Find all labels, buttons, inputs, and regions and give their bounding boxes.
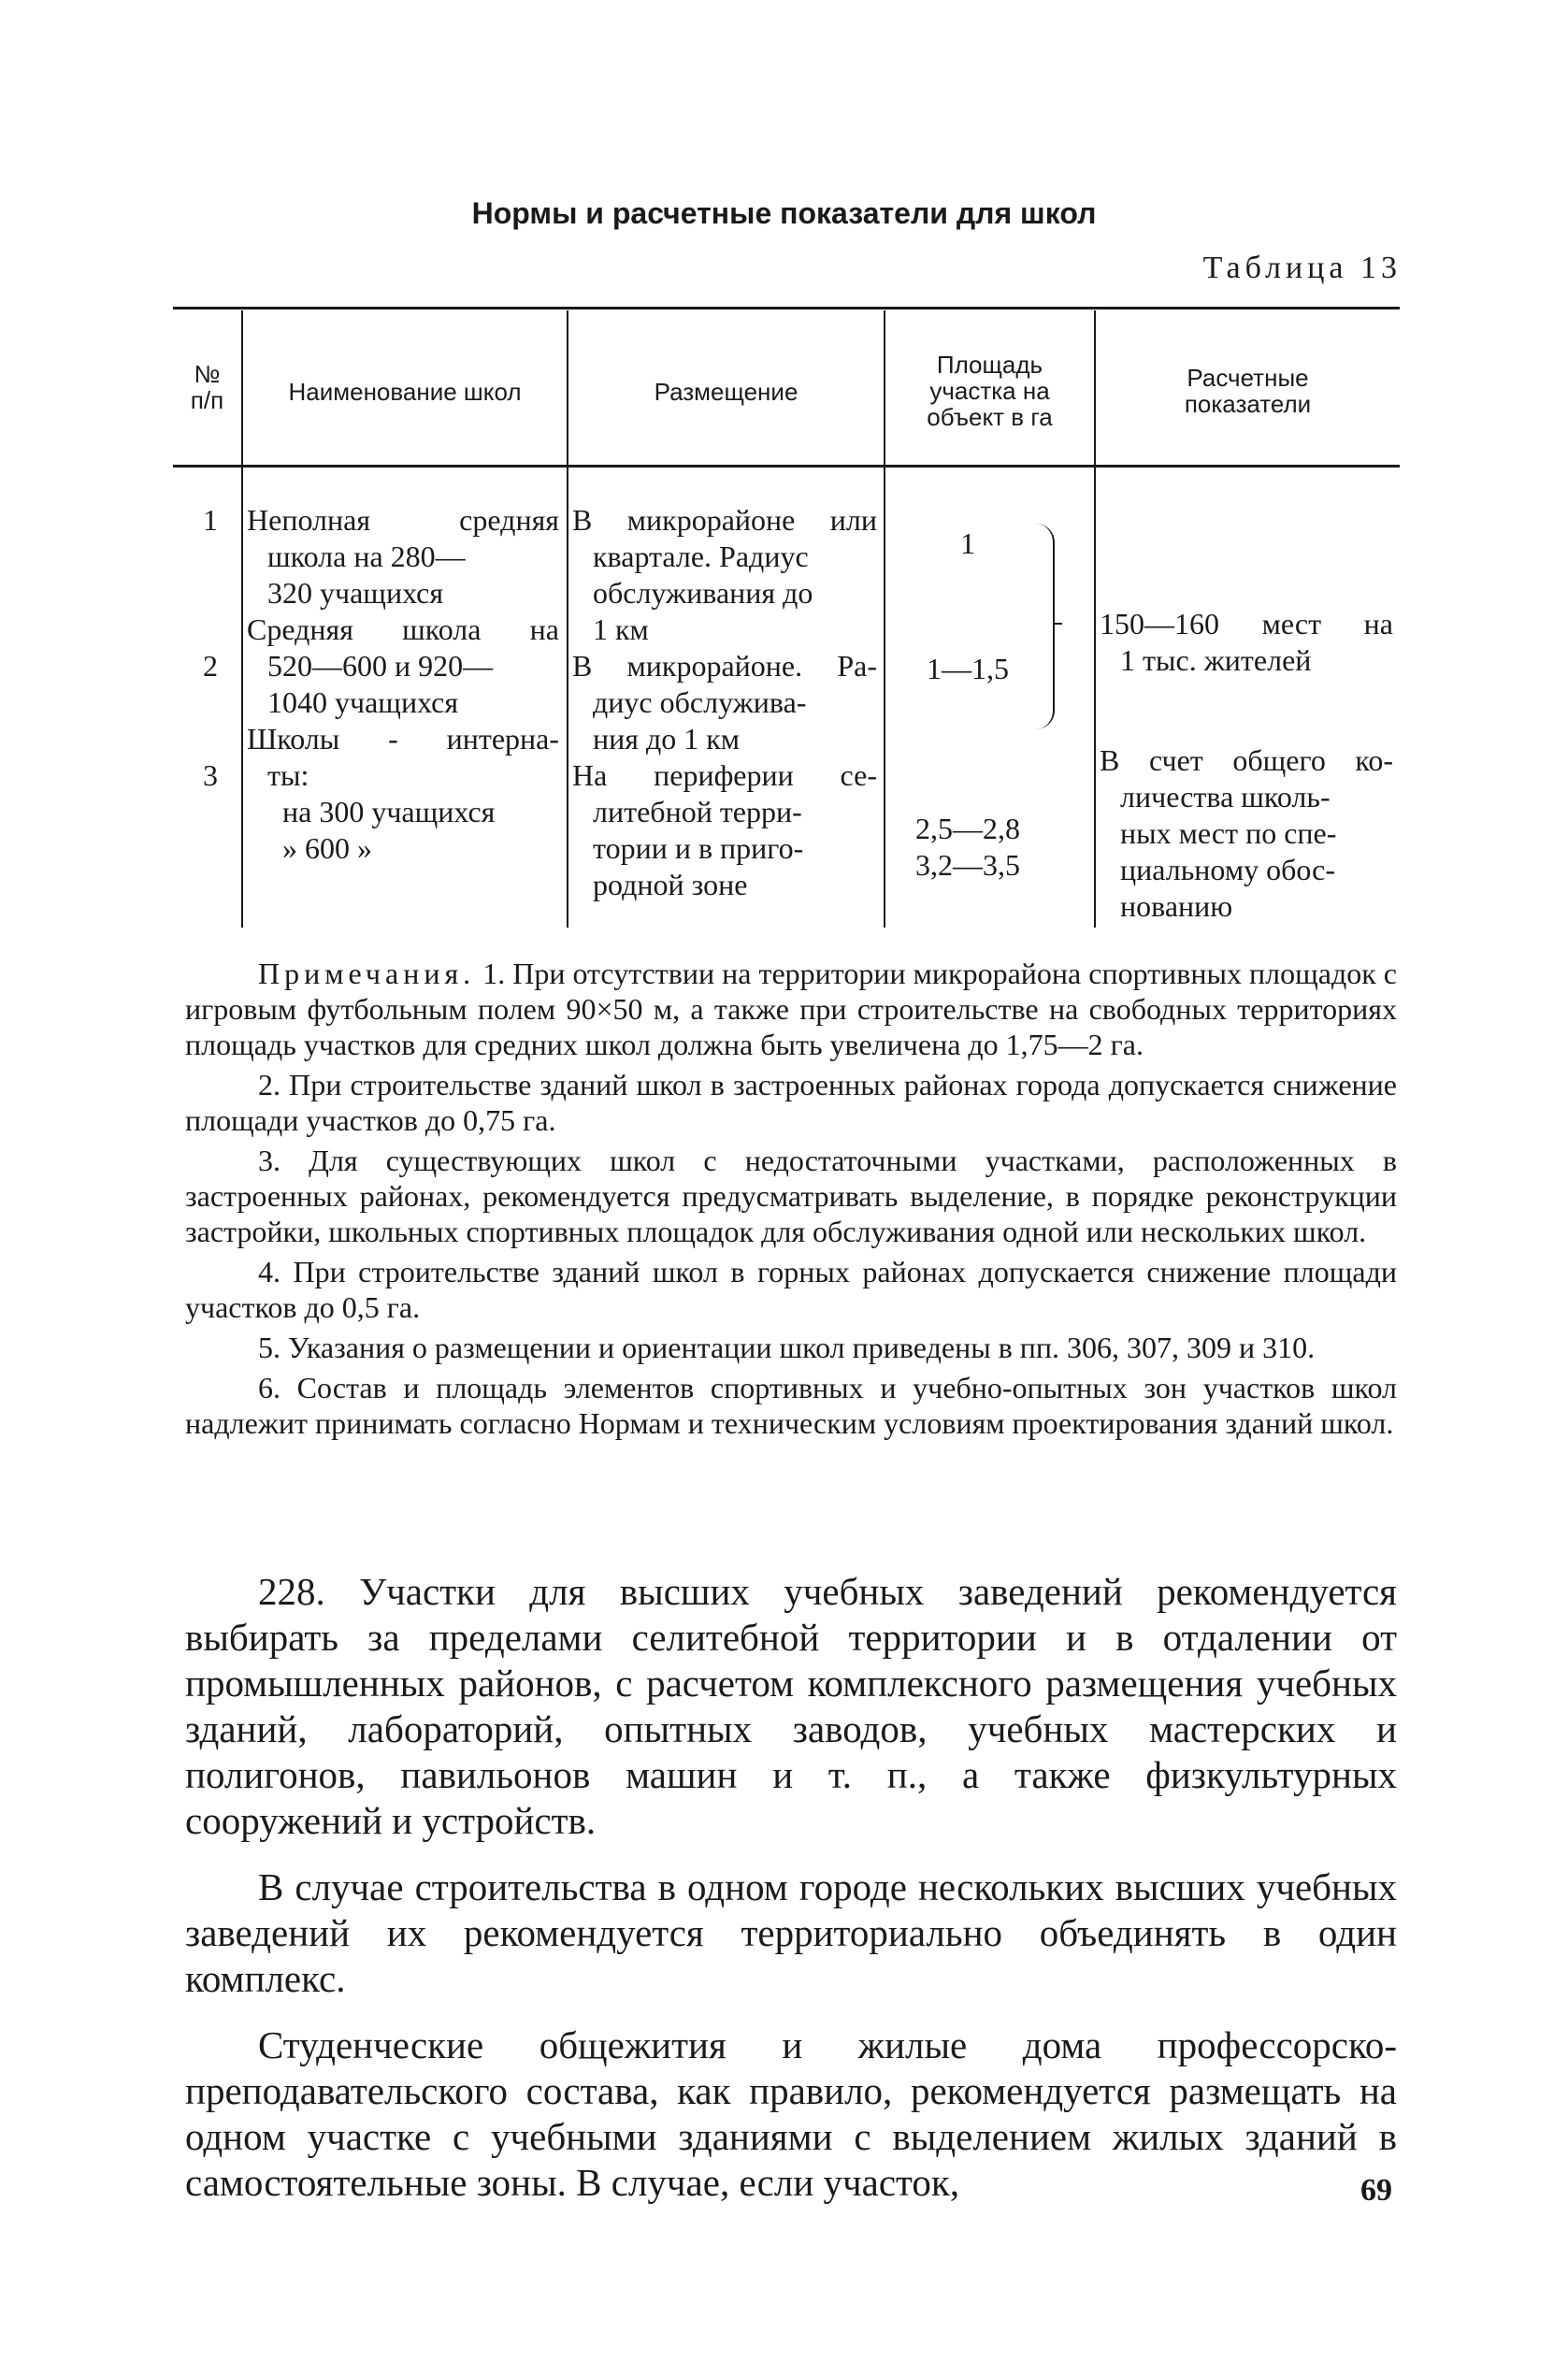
indicator-line: циальному обос- bbox=[1120, 853, 1335, 886]
table-header-rule bbox=[173, 465, 1400, 468]
header-indicators bbox=[1096, 365, 1400, 417]
header-placement: Размещение bbox=[654, 378, 798, 406]
header-area-line: объект в га bbox=[927, 403, 1053, 431]
placement-line: ния до 1 км bbox=[593, 722, 741, 756]
placement-line: литебной терри- bbox=[593, 795, 802, 828]
table-notes bbox=[185, 956, 1397, 1446]
indicator-seats bbox=[1100, 606, 1393, 679]
indicator-line: ных мест по спе- bbox=[1120, 816, 1337, 850]
page-number: 69 bbox=[1360, 2173, 1392, 2208]
column-placement bbox=[572, 502, 877, 903]
brace-bracket-tip bbox=[1053, 623, 1062, 625]
school-name-line: школа на 280— bbox=[267, 540, 466, 573]
placement-line: В микрорайоне. Ра- bbox=[572, 649, 877, 683]
area-value: 3,2—3,5 bbox=[915, 848, 1020, 882]
indicator-line: 150—160 мест на bbox=[1100, 607, 1393, 641]
table-label: Таблица 13 bbox=[1202, 251, 1402, 285]
paragraph: Студенческие общежития и жилые дома профессорско-преподавательского состава, как правило, рекомендуется размещать на одном участке с учебными зданиями с выделением жилых зданий в самостоятельные зоны. В случае, если участок, bbox=[185, 2023, 1397, 2204]
table-title: Нормы и расчетные показатели для школ bbox=[471, 196, 1097, 230]
school-name-line: 520—600 и 920— bbox=[267, 649, 494, 683]
note-item: 5. Указания о размещении и ориентации школ приведены в пп. 306, 307, 309 и 310. bbox=[258, 1331, 1316, 1364]
placement-line: тории и в приго- bbox=[593, 831, 804, 865]
school-name-line: Неполная средняя bbox=[247, 503, 559, 537]
row-number: 3 bbox=[203, 758, 218, 792]
notes-heading: Примечания. bbox=[258, 957, 476, 990]
school-name-line: 320 учащихся bbox=[267, 576, 444, 610]
brace-bracket bbox=[1036, 524, 1055, 729]
main-text bbox=[185, 1569, 1397, 2226]
note-item: 2. При строительстве зданий школ в застроенных районах города допускается снижение площади участков до 0,75 га. bbox=[185, 1068, 1397, 1137]
header-area bbox=[885, 352, 1094, 430]
area-value: 1 bbox=[960, 526, 975, 560]
placement-line: На периферии се- bbox=[572, 758, 877, 792]
note-item: 4. При строительстве зданий школ в горных районах допускается снижение площади участков до 0,5 га. bbox=[185, 1255, 1397, 1324]
header-indicators-line: Расчетные bbox=[1187, 364, 1309, 392]
table-top-rule bbox=[173, 307, 1400, 309]
placement-line: диус обслужива- bbox=[593, 685, 807, 719]
placement-line: обслуживания до bbox=[593, 576, 813, 610]
header-area-line: Площадь bbox=[936, 351, 1043, 379]
column-school-name bbox=[247, 502, 559, 867]
placement-line: квартале. Радиус bbox=[593, 540, 809, 573]
placement-line: 1 км bbox=[593, 612, 649, 646]
header-indicators-line: показатели bbox=[1184, 390, 1312, 418]
row-number: 2 bbox=[203, 649, 218, 683]
school-name-line: » 600 » bbox=[282, 831, 372, 865]
indicator-line: В счет общего ко- bbox=[1100, 743, 1393, 777]
note-text: 1. При отсутствии на территории микрорайона спортивных площадок с игровым футбольным полем 90×50 м, а также при строительстве на свободных территориях площадь участков для средних школ должна быть увеличена до 1,75—2 га. bbox=[185, 957, 1398, 1061]
school-name-line: на 300 учащихся bbox=[282, 795, 496, 828]
placement-line: В микрорайоне или bbox=[572, 503, 877, 537]
note-item: 3. Для существующих школ с недостаточными участками, расположенных в застроенных районах, рекомендуется предусматривать выделение, в порядке реконструкции застройки, школьных спортивных площадок для обслуживания одной или нескольких школ. bbox=[185, 1144, 1397, 1248]
row-number: 1 bbox=[203, 503, 218, 537]
school-name-line: Школы - интерна- bbox=[247, 722, 559, 756]
indicator-line: нованию bbox=[1120, 889, 1233, 923]
paragraph: 228. Участки для высших учебных заведений рекомендуется выбирать за пределами селитебной территории и в отдалении от промышленных районов, с расчетом комплексного размещения учебных зданий, лабораторий, опытных заводов, учебных мастерских и полигонов, павильонов машин и т. п., а также физкультурных сооружений и устройств. bbox=[185, 1570, 1397, 1842]
area-value: 2,5—2,8 bbox=[915, 812, 1020, 845]
school-name-line: ты: bbox=[267, 758, 309, 792]
header-area-line: участка на bbox=[929, 377, 1050, 405]
school-name-line: Средняя школа на bbox=[247, 612, 559, 646]
paragraph: В случае строительства в одном городе нескольких высших учебных заведений их рекомендуется территориально объединять в один комплекс. bbox=[185, 1865, 1397, 2000]
header-name: Наименование школ bbox=[288, 378, 522, 406]
indicator-line: личества школь- bbox=[1120, 780, 1331, 813]
area-value: 1—1,5 bbox=[927, 652, 1009, 685]
note-item: 6. Состав и площадь элементов спортивных и учебно-опытных зон участков школ надлежит принимать согласно Нормам и техническим условиям проектирования зданий школ. bbox=[185, 1371, 1397, 1440]
header-num-line: № bbox=[194, 360, 221, 388]
header-num-line: п/п bbox=[190, 386, 224, 414]
placement-line: родной зоне bbox=[593, 868, 748, 901]
indicator-boarding bbox=[1100, 742, 1393, 925]
school-name-line: 1040 учащихся bbox=[267, 685, 459, 719]
header-num bbox=[173, 361, 241, 413]
note-item bbox=[185, 956, 1397, 1062]
indicator-line: 1 тыс. жителей bbox=[1120, 643, 1312, 677]
